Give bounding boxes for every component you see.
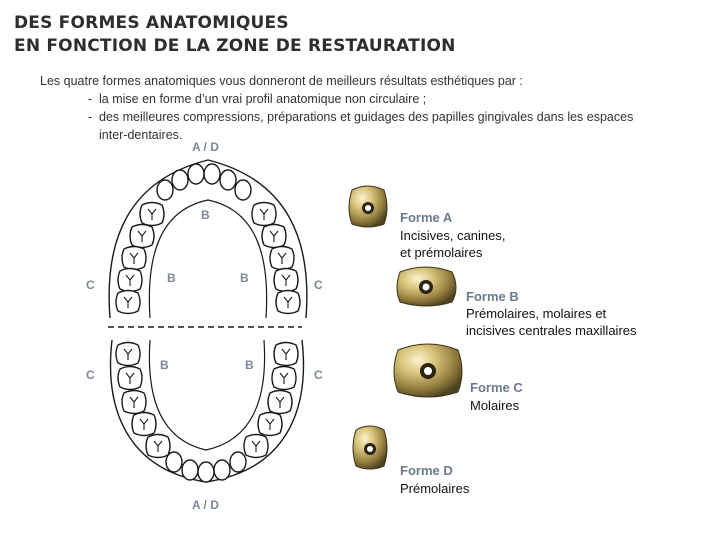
forme-c-title: Forme C [470,380,523,395]
crown-forme-b-icon [397,267,456,306]
forme-d-description: Prémolaires [400,481,470,496]
bullet-item: - la mise en forme d’un vrai profil anatomique non circulaire ; [88,90,648,108]
label-b-upper-top: B [201,208,210,222]
upper-teeth [116,164,300,314]
forme-d-title: Forme D [400,463,453,478]
label-a-d-bottom: A / D [192,498,219,512]
lower-arch-inner [149,340,264,450]
label-b-upper-left: B [167,271,176,285]
forme-b-description: Prémolaires, molaires et incisives centrales maxillaires [466,306,637,338]
forme-a-title: Forme A [400,210,453,225]
lower-teeth [116,343,298,483]
label-c-lower-right: C [314,368,323,382]
forme-a-description: Incisives, canines, et prémolaires [400,228,506,260]
forme-c-description: Molaires [470,398,520,413]
crown-forme-d-icon [353,426,387,469]
forme-b-title: Forme B [466,289,519,304]
crown-forme-a-icon [349,186,387,227]
label-b-upper-right: B [240,271,249,285]
title-line-1: DES FORMES ANATOMIQUES [14,13,289,33]
label-b-lower-left: B [160,358,169,372]
label-a-d-top: A / D [192,140,219,154]
title-line-2: EN FONCTION DE LA ZONE DE RESTAURATION [14,36,456,56]
intro-text: Les quatre formes anatomiques vous donneront de meilleurs résultats esthétiques par : [40,74,523,88]
label-c-upper-left: C [86,278,95,292]
label-c-upper-right: C [314,278,323,292]
bullet-item: - des meilleures compressions, préparations et guidages des papilles gingivales dans les espaces inter-dentaires. [88,108,648,144]
label-c-lower-left: C [86,368,95,382]
label-b-lower-right: B [245,358,254,372]
crown-forme-c-icon [394,344,462,397]
